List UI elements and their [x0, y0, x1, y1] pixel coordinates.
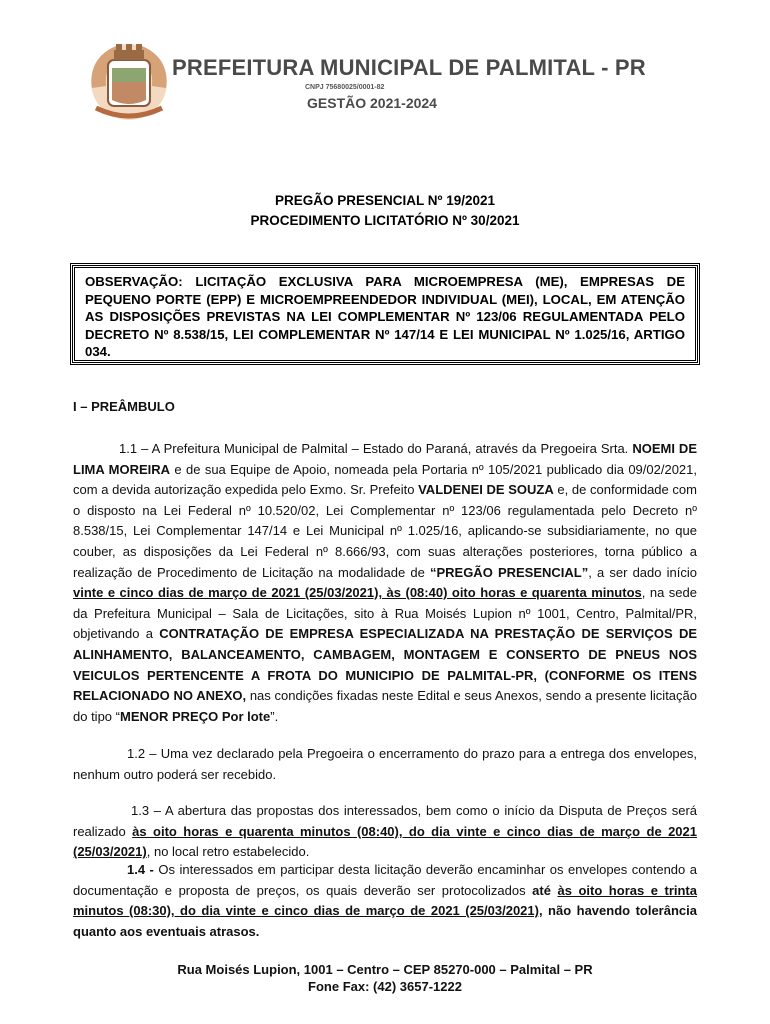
footer-line2: Fone Fax: (42) 3657-1222	[308, 979, 462, 994]
org-title: PREFEITURA MUNICIPAL DE PALMITAL - PR	[172, 55, 646, 80]
paragraph-1-1: 1.1 – A Prefeitura Municipal de Palmital – Estado do Paraná, através da Pregoeira Srta. NOEMI DE LIMA MOREIRA e de sua Equipe de Apoio, nomeada pela Portaria nº 105/2021 publicado dia 09/02/2021, com a devida autorização expedida pelo Exmo. Sr. Prefeito VALDENEI DE SOUZA e, de conformidade com o disposto na Lei Federal nº 10.520/02, Lei Complementar nº 123/06 regulamentada pelo Decreto nº 8.538/15, Lei Complementar 147/14 e Lei Municipal nº 1.025/16, aplicando-se subsidiariamente, no que couber, as disposições da Lei Federal nº 8.666/93, com suas alterações posteriores, torna público a realização de Procedimento de Licitação na modalidade de “PREGÃO PRESENCIAL”, a ser dado início vinte e cinco dias de março de 2021 (25/03/2021), às (08:40) oito horas e quarenta minutos, na sede da Prefeitura Municipal – Sala de Licitações, sito à Rua Moisés Lupion nº 1001, Centro, Palmital/PR, objetivando a CONTRATAÇÃO DE EMPRESA ESPECIALIZADA NA PRESTAÇÃO DE SERVIÇOS DE ALINHAMENTO, BALANCEAMENTO, CAMBAGEM, MONTAGEM E CONSERTO DE PNEUS NOS VEICULOS PERTENCENTE A FROTA DO MUNICIPIO DE PALMITAL-PR, (CONFORME OS ITENS RELACIONADO NO ANEXO, nas condições fixadas neste Edital e seus Anexos, sendo a presente licitação do tipo “MENOR PREÇO Por lote”.	[73, 441, 698, 724]
doc-title-line1: PREGÃO PRESENCIAL Nº 19/2021	[274, 193, 495, 208]
doc-title-line2: PROCEDIMENTO LICITATÓRIO Nº 30/2021	[250, 213, 520, 228]
section-title: I – PREÂMBULO	[73, 399, 175, 414]
paragraph-1-2: 1.2 – Uma vez declarado pela Pregoeira o encerramento do prazo para a entrega dos envelopes, nenhum outro poderá ser recebido.	[73, 746, 697, 782]
observation-text: OBSERVAÇÃO: LICITAÇÃO EXCLUSIVA PARA MICROEMPRESA (ME), EMPRESAS DE PEQUENO PORTE (EPP) E MICROEMPREENDEDOR INDIVIDUAL (MEI), LOCAL, EM ATENÇÃO AS DISPOSIÇÕES PREVISTAS NA LEI COMPLEMENTAR Nº 123/06 REGULAMENTADA PELO DECRETO Nº 8.538/15, LEI COMPLEMENTAR Nº 147/14 E LEI MUNICIPAL Nº 1.025/16, ARTIGO 034.	[85, 274, 685, 360]
footer-address	[0, 961, 770, 995]
municipal-seal-icon	[78, 38, 180, 126]
letterhead	[0, 0, 770, 125]
cnpj-text: CNPJ 75680025/0001-82	[305, 84, 385, 91]
observation-box	[72, 265, 698, 363]
footer-line1: Rua Moisés Lupion, 1001 – Centro – CEP 85270-000 – Palmital – PR	[177, 962, 593, 977]
gestao-text: GESTÃO 2021-2024	[307, 95, 437, 111]
paragraph-1-4: 1.4 - Os interessados em participar desta licitação deverão encaminhar os envelopes contendo a documentação e proposta de preços, os quais deverão ser protocolizados até às oito horas e trinta minutos (08:30), do dia vinte e cinco dias de março de 2021 (25/03/2021), não havendo tolerância quanto aos eventuais atrasos.	[73, 862, 697, 939]
paragraph-1-3: 1.3 – A abertura das propostas dos interessados, bem como o início da Disputa de Preços será realizado às oito horas e quarenta minutos (08:40), do dia vinte e cinco dias de março de 2021 (25/03/2021), no local retro estabelecido.	[73, 803, 697, 860]
